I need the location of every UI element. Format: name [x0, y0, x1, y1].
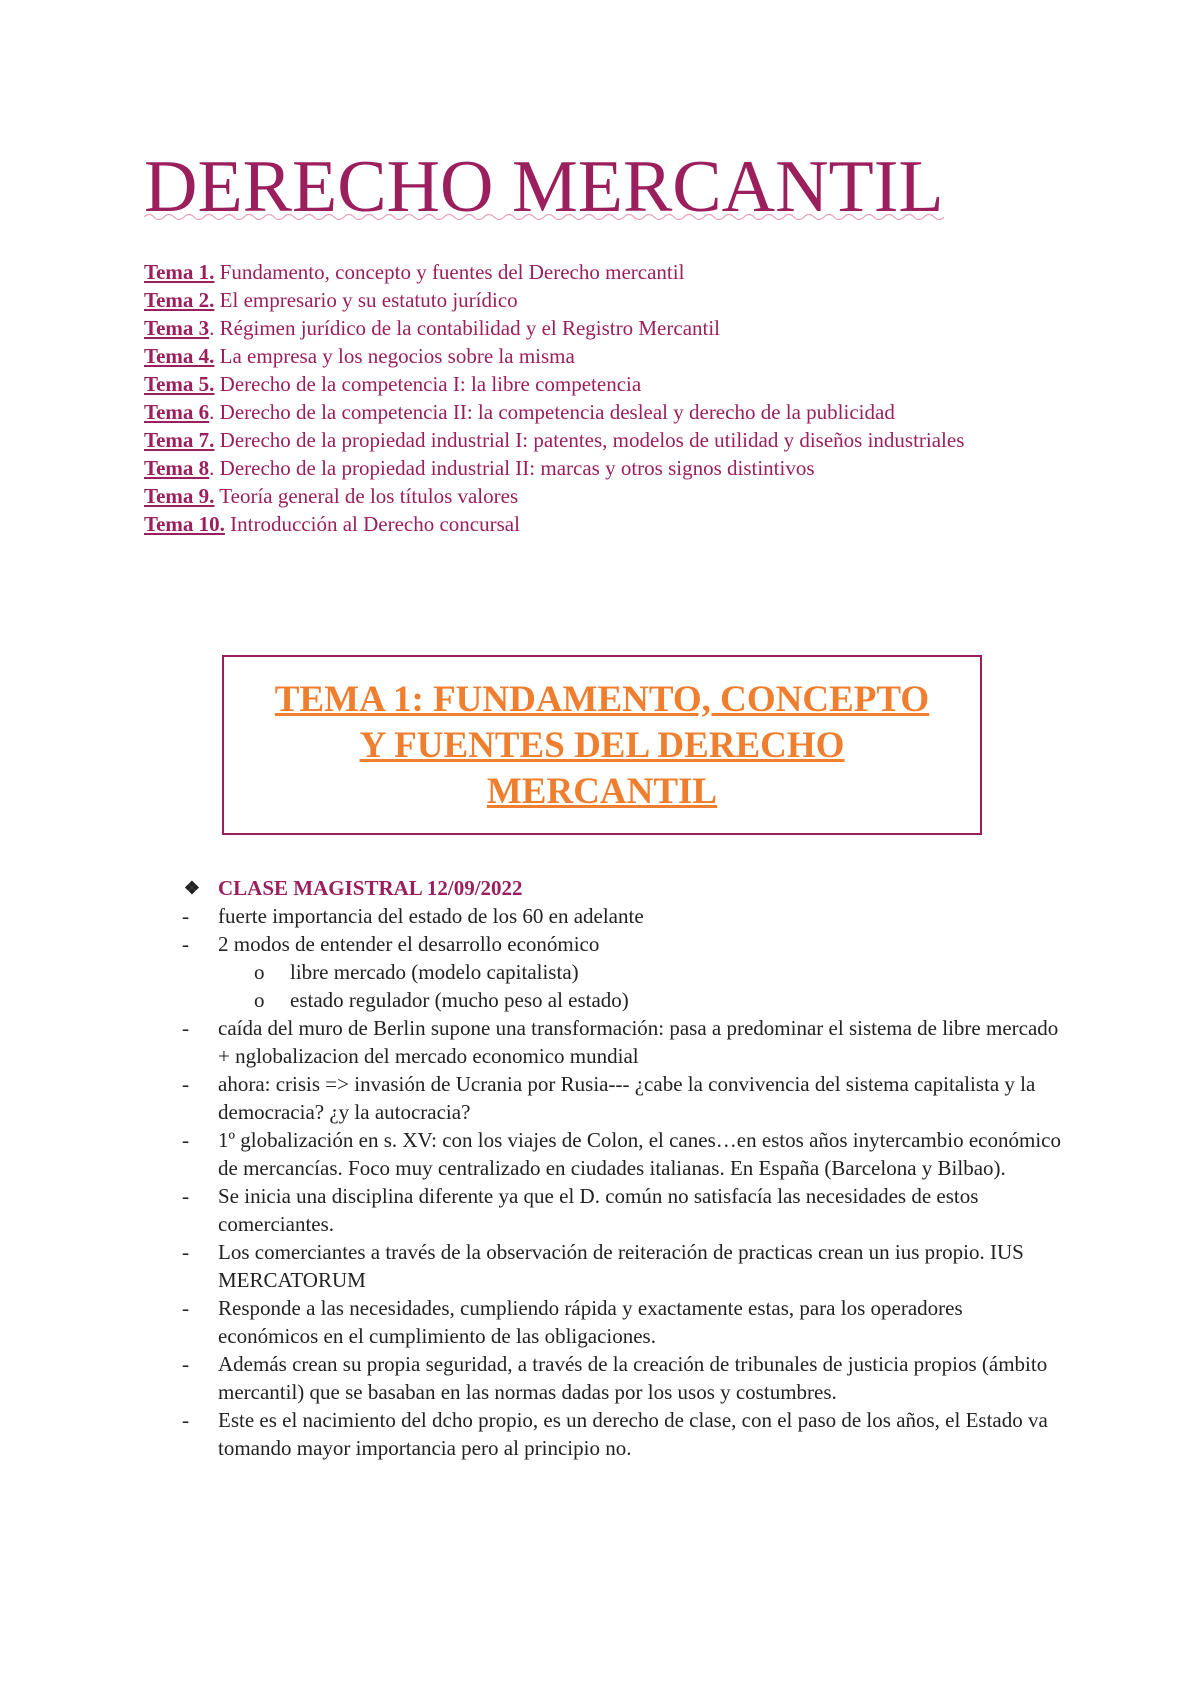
list-item-text: fuerte importancia del estado de los 60 en adelante — [218, 904, 644, 928]
table-of-contents — [144, 258, 1064, 538]
toc-item — [144, 398, 1064, 426]
list-item-text: Se inicia una disciplina diferente ya que el D. común no satisfacía las necesidades de estos comerciantes. — [218, 1184, 979, 1236]
toc-item-number[interactable]: Tema 5. — [144, 372, 215, 396]
list-item — [182, 1406, 1062, 1462]
list-item — [182, 1294, 1062, 1350]
diamond-bullet-icon: ❖ — [183, 878, 201, 898]
list-item-text: 2 modos de entender el desarrollo económico — [218, 932, 600, 956]
toc-item-number[interactable]: Tema 10. — [144, 512, 225, 536]
toc-item — [144, 482, 1064, 510]
document-title: DERECHO MERCANTIL — [144, 146, 944, 228]
dash-bullet: - — [182, 904, 189, 928]
list-item — [182, 1182, 1062, 1238]
toc-item-number[interactable]: Tema 4. — [144, 344, 215, 368]
toc-item — [144, 258, 1064, 286]
class-notes — [182, 874, 1062, 1462]
toc-item-text: La empresa y los negocios sobre la misma — [214, 344, 575, 368]
list-item-text: Además crean su propia seguridad, a través de la creación de tribunales de justicia propios (ámbito mercantil) que se basaban en las normas dadas por los usos y costumbres. — [218, 1352, 1048, 1404]
sub-list-item-text: estado regulador (mucho peso al estado) — [290, 988, 629, 1012]
toc-item-text: . Derecho de la competencia II: la competencia desleal y derecho de la publicidad — [209, 400, 895, 424]
toc-item-number[interactable]: Tema 8 — [144, 456, 210, 480]
toc-item-text: Teoría general de los títulos valores — [214, 484, 519, 508]
toc-item — [144, 314, 1064, 342]
toc-item-text: Derecho de la propiedad industrial I: patentes, modelos de utilidad y diseños industriales — [214, 428, 965, 452]
toc-item-number[interactable]: Tema 2. — [144, 288, 215, 312]
toc-item — [144, 286, 1064, 314]
toc-item — [144, 342, 1064, 370]
toc-item-number[interactable]: Tema 3 — [144, 316, 210, 340]
dash-bullet: - — [182, 932, 189, 956]
sub-list-item — [182, 986, 1062, 1014]
dash-bullet: - — [182, 1184, 189, 1208]
list-item — [182, 1126, 1062, 1182]
toc-item-text: El empresario y su estatuto jurídico — [214, 288, 518, 312]
tema-heading — [224, 677, 980, 815]
list-item — [182, 1238, 1062, 1294]
toc-item-number[interactable]: Tema 7. — [144, 428, 215, 452]
list-item-text: Responde a las necesidades, cumpliendo rápida y exactamente estas, para los operadores económicos en el cumplimiento de las obligaciones. — [218, 1296, 963, 1348]
dash-bullet: - — [182, 1072, 189, 1096]
list-item — [182, 1350, 1062, 1406]
toc-item-text: . Derecho de la propiedad industrial II: marcas y otros signos distintivos — [209, 456, 815, 480]
toc-item-text: Introducción al Derecho concursal — [224, 512, 520, 536]
circle-bullet: o — [254, 988, 265, 1012]
section-heading — [182, 874, 1062, 902]
circle-bullet: o — [254, 960, 265, 984]
list-item-text: caída del muro de Berlin supone una transformación: pasa a predominar el sistema de libre mercado + nglobalizacion del mercado economico mundial — [218, 1016, 1059, 1068]
tema-heading-line: MERCANTIL — [486, 771, 718, 812]
dash-bullet: - — [182, 1016, 189, 1040]
dash-bullet: - — [182, 1240, 189, 1264]
toc-item-number[interactable]: Tema 1. — [144, 260, 215, 284]
tema-title-box — [222, 655, 982, 835]
toc-item — [144, 426, 1064, 454]
toc-item-number[interactable]: Tema 9. — [144, 484, 215, 508]
list-item-text: ahora: crisis => invasión de Ucrania por Rusia--- ¿cabe la convivencia del sistema capitalista y la democracia? ¿y la autocracia? — [218, 1072, 1036, 1124]
list-item-text: Este es el nacimiento del dcho propio, es un derecho de clase, con el paso de los años, el Estado va tomando mayor importancia pero al principio no. — [218, 1408, 1048, 1460]
toc-item-text: . Régimen jurídico de la contabilidad y el Registro Mercantil — [209, 316, 721, 340]
list-item-text: Los comerciantes a través de la observación de reiteración de practicas crean un ius propio. IUS MERCATORUM — [218, 1240, 1024, 1292]
toc-item — [144, 370, 1064, 398]
dash-bullet: - — [182, 1408, 189, 1432]
dash-bullet: - — [182, 1296, 189, 1320]
tema-heading-line: Y FUENTES DEL DERECHO — [359, 725, 845, 766]
list-item — [182, 930, 1062, 958]
toc-item-number[interactable]: Tema 6 — [144, 400, 210, 424]
toc-item-text: Derecho de la competencia I: la libre competencia — [214, 372, 642, 396]
sub-list-item-text: libre mercado (modelo capitalista) — [290, 960, 579, 984]
dash-bullet: - — [182, 1128, 189, 1152]
list-item — [182, 1070, 1062, 1126]
list-item — [182, 902, 1062, 930]
spellcheck-squiggle — [144, 212, 944, 222]
section-heading-text: CLASE MAGISTRAL 12/09/2022 — [218, 876, 523, 900]
list-item-text: 1º globalización en s. XV: con los viajes de Colon, el canes…en estos años inytercambio económico de mercancías. Foco muy centralizado en ciudades italianas. En España (Barcelona y Bilbao). — [218, 1128, 1061, 1180]
tema-heading-line: TEMA 1: FUNDAMENTO, CONCEPTO — [274, 679, 930, 720]
list-item — [182, 1014, 1062, 1070]
toc-item-text: Fundamento, concepto y fuentes del Derecho mercantil — [214, 260, 685, 284]
dash-bullet: - — [182, 1352, 189, 1376]
toc-item — [144, 454, 1064, 482]
sub-list-item — [182, 958, 1062, 986]
toc-item — [144, 510, 1064, 538]
